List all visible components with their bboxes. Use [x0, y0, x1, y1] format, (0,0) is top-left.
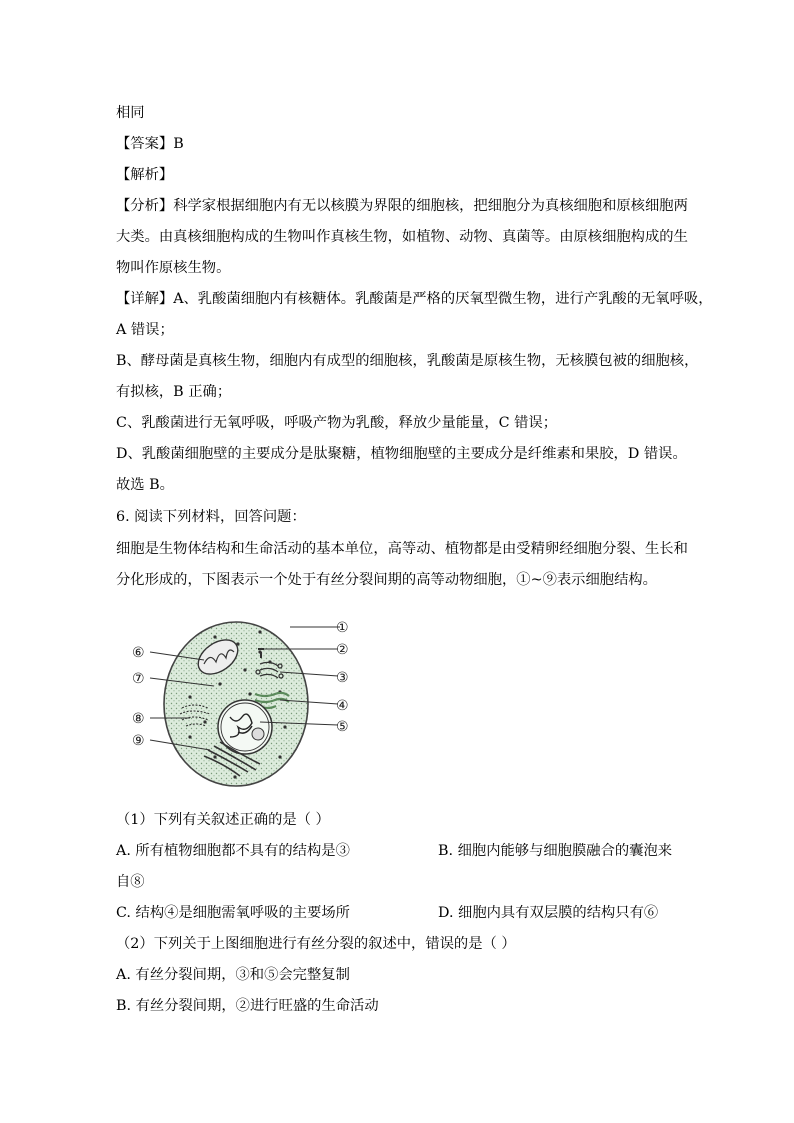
text-line: D、乳酸菌细胞壁的主要成分是肽聚糖，植物细胞壁的主要成分是纤维素和果胶，D 错误。	[116, 446, 687, 462]
animal-cell-diagram	[120, 612, 380, 797]
answer-line	[116, 134, 184, 154]
text-line: B、酵母菌是真核生物，细胞内有成型的细胞核，乳酸菌是原核生物，无核膜包被的细胞核，	[116, 353, 699, 369]
label-8: ⑧	[132, 711, 145, 727]
label-4: ④	[336, 698, 349, 714]
question-1-option-a: A. 所有植物细胞都不具有的结构是③	[116, 843, 350, 859]
fenxi-text: 科学家根据细胞内有无以核膜为界限的细胞核，把细胞分为真核细胞和原核细胞两	[173, 198, 688, 214]
text-line	[116, 289, 713, 309]
question-1-option-c: C. 结构④是细胞需氧呼吸的主要场所	[116, 905, 350, 921]
text-line	[116, 196, 688, 216]
text-line: 物叫作原核生物。	[116, 260, 231, 276]
label-3: ③	[336, 670, 349, 686]
text-line: 分化形成的，下图表示一个处于有丝分裂间期的高等动物细胞，①~⑨表示细胞结构。	[116, 572, 657, 588]
question-2-option-a: A. 有丝分裂间期，③和⑤会完整复制	[116, 967, 350, 983]
xiangjie-tag: 【详解】	[116, 291, 174, 307]
label-9: ⑨	[132, 733, 145, 749]
text-line: A 错误；	[116, 322, 174, 338]
question-1-option-d: D. 细胞内具有双层膜的结构只有⑥	[438, 905, 659, 921]
label-2: ②	[336, 642, 349, 658]
question-2-option-b: B. 有丝分裂间期，②进行旺盛的生命活动	[116, 998, 379, 1014]
question-heading: 6. 阅读下列材料，回答问题：	[116, 509, 306, 525]
label-1: ①	[336, 620, 349, 636]
label-6: ⑥	[132, 645, 145, 661]
label-7: ⑦	[132, 671, 145, 687]
question-1-option-b-cont: 自⑧	[116, 874, 145, 890]
question-1-option-b: B. 细胞内能够与细胞膜融合的囊泡来	[438, 843, 673, 859]
text-line: 细胞是生物体结构和生命活动的基本单位，高等动、植物都是由受精卵经细胞分裂、生长和	[116, 541, 688, 557]
question-2-stem: （2）下列关于上图细胞进行有丝分裂的叙述中，错误的是（ ）	[116, 936, 516, 952]
text-line: 故选 B。	[116, 477, 174, 493]
analysis-tag: 【解析】	[116, 167, 174, 183]
answer-tag: 【答案】	[116, 136, 174, 152]
fenxi-tag: 【分析】	[116, 198, 174, 214]
xiangjie-text: A、乳酸菌细胞内有核糖体。乳酸菌是严格的厌氧型微生物，进行产乳酸的无氧呼吸，	[173, 291, 713, 307]
text-line: 相同	[116, 105, 145, 121]
answer-value: B	[173, 136, 184, 152]
label-5: ⑤	[336, 719, 349, 735]
text-line: 大类。由真核细胞构成的生物叫作真核生物，如植物、动物、真菌等。由原核细胞构成的生	[116, 229, 688, 245]
question-1-stem: （1）下列有关叙述正确的是（ ）	[116, 812, 330, 828]
text-line: C、乳酸菌进行无氧呼吸，呼吸产物为乳酸，释放少量能量，C 错误；	[116, 415, 558, 431]
text-line: 有拟核，B 正确；	[116, 384, 232, 400]
